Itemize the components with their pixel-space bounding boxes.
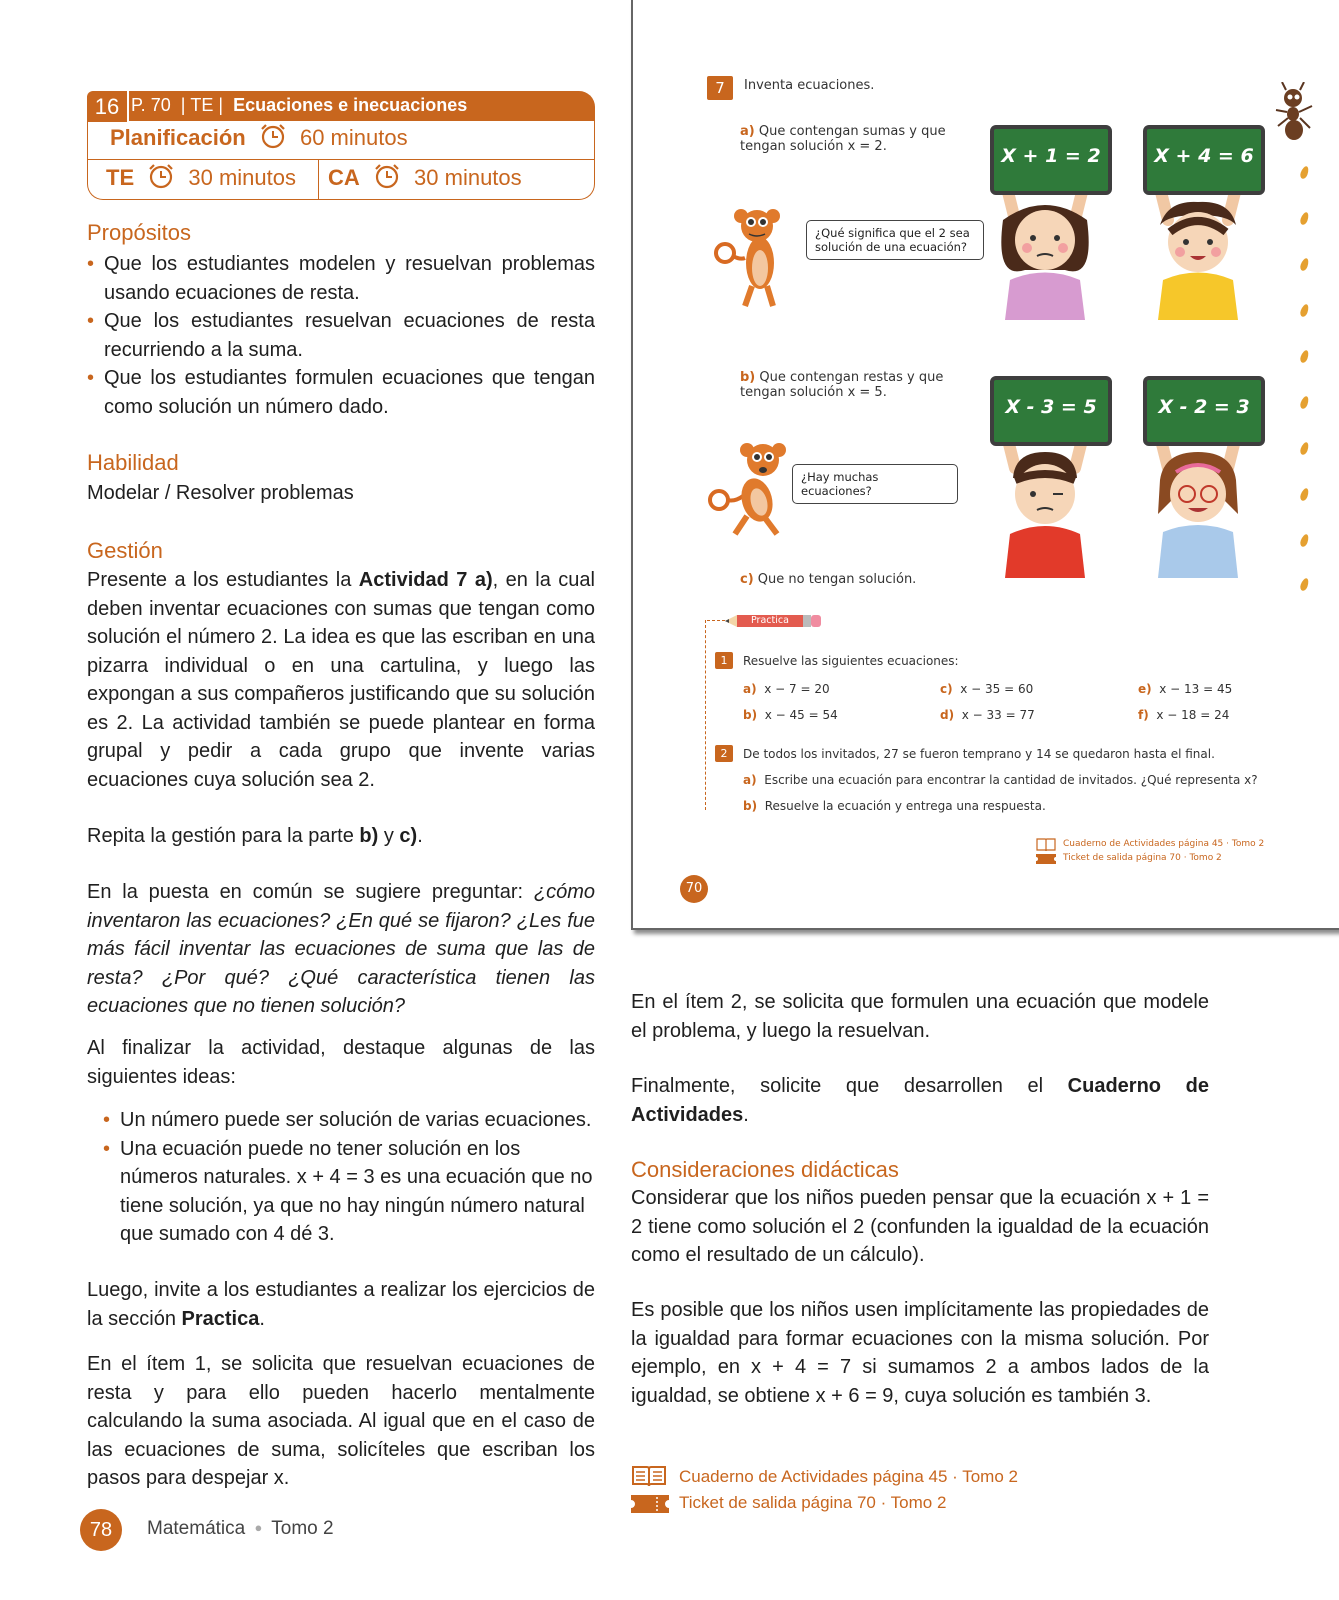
bold-text: c) — [399, 825, 418, 847]
list-item: • Que los estudiantes formulen ecuaciones que tengan como solución un número dado. — [87, 364, 595, 421]
equation-item — [1138, 682, 1232, 696]
ref-cuaderno: Cuaderno de Actividades página 45 · Tomo 2 — [1063, 839, 1265, 849]
planning-label: Planificación — [110, 125, 246, 150]
text: Luego, invite a los estudiantes a realizar los ejercicios de la sección — [87, 1279, 595, 1330]
header-text: P. 70 | TE | Ecuaciones e inecuaciones — [131, 95, 468, 115]
leaf-decoration — [1299, 487, 1310, 502]
ref-cuaderno: Cuaderno de Actividades página 45 · Tomo 2 — [679, 1467, 1018, 1486]
text: Presente a los estudiantes la — [87, 569, 359, 591]
equation-item — [940, 682, 1033, 696]
planning-row — [110, 123, 408, 151]
text: . — [417, 825, 423, 847]
gestion-paragraph-6: En el ítem 1, se solicita que resuelvan ecuaciones de resta y para ello pueden hacerlo mentalmente calculando la suma asociada. Al igual que en el caso de las ecuaciones de suma, solicíteles que escriban los pasos para despejar x. — [87, 1353, 595, 1489]
leaf-decoration — [1299, 577, 1310, 592]
leaf-decoration — [1299, 441, 1310, 456]
gestion-paragraph-3 — [87, 878, 595, 1021]
te-ref: TE — [190, 95, 214, 115]
part-text: Que contengan sumas y que tengan solución x = 2. — [740, 124, 946, 154]
book-icon — [1036, 838, 1056, 852]
text: . — [259, 1307, 265, 1330]
leaf-decoration — [1299, 257, 1310, 272]
ca-time: 30 minutos — [414, 165, 522, 190]
equation: x − 33 = 77 — [961, 708, 1035, 722]
te-label: TE — [106, 165, 135, 190]
page-number: 78 — [80, 1509, 122, 1551]
question-number: 2 — [715, 745, 733, 762]
monkey-illustration — [705, 430, 805, 545]
leaf-decoration — [1299, 395, 1310, 410]
sub-question-text: Escribe una ecuación para encontrar la cantidad de invitados. ¿Qué representa x? — [764, 773, 1258, 787]
text: Repita la gestión para la parte — [87, 825, 360, 847]
gestion-paragraph-1 — [87, 566, 595, 794]
consideraciones-title: Consideraciones didácticas — [631, 1157, 899, 1182]
text: y — [378, 825, 400, 847]
text: , en la cual deben inventar ecuaciones con sumas que tengan como solución el número 2. La idea es que las escriban en una pizarra individual o en una cartulina, y luego las expongan a sus compañeros justificando que su solución es 2. La actividad también se puede plantear en forma grupal y pedir a cada grupo que invente varias ecuaciones cuya solución sea 2. — [87, 569, 595, 791]
bold-text: Practica — [181, 1307, 260, 1330]
part-text: Que contengan restas y que tengan solución x = 5. — [740, 370, 944, 400]
planning-time: 60 minutos — [299, 125, 408, 150]
page-ref: P. 70 — [131, 95, 171, 115]
leaf-decoration — [1299, 349, 1310, 364]
chalkboard: X - 2 = 3 — [1143, 376, 1265, 446]
divider — [318, 159, 319, 199]
gestion-title: Gestión — [87, 538, 163, 563]
question-text: Resuelve las siguientes ecuaciones: — [743, 654, 959, 668]
ref-ticket: Ticket de salida página 70 · Tomo 2 — [679, 1493, 947, 1512]
item-label: f) — [1138, 708, 1149, 722]
text: . — [743, 1103, 749, 1126]
volume: Tomo 2 — [271, 1518, 334, 1539]
part-text: Que no tengan solución. — [757, 572, 917, 587]
text: En la puesta en común se sugiere preguntar: — [87, 881, 534, 903]
practica-label: Practica — [751, 615, 789, 626]
page-number: 70 — [680, 875, 708, 903]
text: Finalmente, solicite que desarrollen el — [631, 1075, 1068, 1097]
student-page-image — [631, 0, 1339, 930]
part-label: c) — [740, 572, 754, 587]
equation-item — [743, 682, 830, 696]
alarm-clock-icon — [258, 123, 288, 149]
chalkboard: X + 4 = 6 — [1143, 125, 1265, 195]
alarm-clock-icon — [146, 163, 176, 189]
sub-question — [743, 773, 1258, 787]
propositos-title: Propósitos — [87, 220, 191, 245]
equation: x − 35 = 60 — [960, 682, 1034, 696]
equation: x − 13 = 45 — [1159, 682, 1233, 696]
list-item: • Que los estudiantes modelen y resuelvan problemas usando ecuaciones de resta. — [87, 250, 595, 307]
practica-guide-line — [705, 620, 706, 810]
question-text: De todos los invitados, 27 se fueron temprano y 14 se quedaron hasta el final. — [743, 747, 1215, 761]
item-label: e) — [1138, 682, 1152, 696]
footer-text — [147, 1518, 334, 1540]
ref-ticket: Ticket de salida página 70 · Tomo 2 — [1063, 853, 1222, 863]
alarm-clock-icon — [372, 163, 402, 189]
consideraciones-paragraph-2: Es posible que los niños usen implícitamente las propiedades de la igualdad para formar ecuaciones con la misma solución. Por ejemplo, en x + 4 = 7 si sumamos 2 a ambos lados de la igualdad, se obtiene x + 6 = 9, cuya solución es también 3. — [631, 1299, 1209, 1407]
list-item: • Una ecuación puede no tener solución en los números naturales. x + 4 = 3 es una ecuación que no tiene solución, ya que no hay ningún número natural que sumado con 4 dé 3. — [103, 1135, 595, 1249]
item-label: b) — [743, 799, 758, 813]
equation: x − 7 = 20 — [764, 682, 830, 696]
gestion-paragraph-4: Al finalizar la actividad, destaque algunas de las siguientes ideas: — [87, 1037, 595, 1088]
part-a — [740, 124, 982, 154]
ca-label: CA — [328, 165, 360, 190]
ticket-icon — [1036, 854, 1056, 864]
te-time: 30 minutos — [188, 165, 296, 190]
divider — [88, 159, 594, 160]
leaf-decoration — [1299, 533, 1310, 548]
leaf-decoration — [1299, 211, 1310, 226]
habilidad-text: Modelar / Resolver problemas — [87, 482, 354, 504]
propositos-list — [87, 250, 595, 421]
italic-questions: ¿cómo inventaron las ecuaciones? ¿En qué se fijaron? ¿Les fue más fácil inventar las ecuaciones de suma que las de resta? ¿Por qué? ¿Qué característica tienen las ecuaciones que no tienen solución? — [87, 881, 595, 1017]
item-label: a) — [743, 682, 757, 696]
part-b — [740, 370, 982, 400]
equation-item — [1138, 708, 1229, 722]
question-number: 1 — [715, 652, 733, 669]
right-paragraph-2 — [631, 1072, 1209, 1129]
te-row — [106, 163, 296, 191]
consideraciones-paragraph-1: Considerar que los niños pueden pensar que la ecuación x + 1 = 2 tiene como solución el 2 (confunden la igualdad de la ecuación como el resultado de un cálculo). — [631, 1187, 1209, 1266]
ideas-list — [103, 1106, 595, 1249]
lesson-number: 16 — [87, 91, 129, 122]
exercise-number: 7 — [707, 76, 733, 100]
book-icon — [631, 1464, 667, 1493]
ca-row — [328, 163, 522, 191]
equation: x − 45 = 54 — [764, 708, 838, 722]
sub-question — [743, 799, 1046, 813]
separator-dot: ● — [254, 1520, 263, 1535]
speech-bubble: ¿Hay muchas ecuaciones? — [792, 464, 958, 504]
leaf-decoration — [1299, 165, 1310, 180]
subject: Matemática — [147, 1518, 246, 1539]
habilidad-title: Habilidad — [87, 450, 179, 475]
bold-text: Actividad 7 a) — [358, 569, 493, 591]
list-item: • Un número puede ser solución de varias ecuaciones. — [103, 1106, 595, 1135]
monkey-illustration — [705, 198, 800, 313]
exercise-title: Inventa ecuaciones. — [744, 78, 875, 93]
ticket-icon — [631, 1495, 669, 1518]
chalkboard: X + 1 = 2 — [990, 125, 1112, 195]
lesson-topic: Ecuaciones e inecuaciones — [233, 95, 468, 115]
gestion-paragraph-2 — [87, 822, 595, 851]
lesson-header — [87, 91, 595, 201]
part-c — [740, 572, 916, 587]
right-paragraph-1: En el ítem 2, se solicita que formulen una ecuación que modele el problema, y luego la resuelvan. — [631, 991, 1209, 1042]
divider — [707, 620, 725, 621]
item-label: b) — [743, 708, 758, 722]
bold-text: Cuaderno de Actividades — [631, 1075, 1209, 1126]
equation: x − 18 = 24 — [1156, 708, 1230, 722]
part-label: a) — [740, 124, 755, 139]
gestion-paragraph-5 — [87, 1276, 595, 1333]
item-label: a) — [743, 773, 757, 787]
sub-question-text: Resuelve la ecuación y entrega una respuesta. — [764, 799, 1046, 813]
bold-text: b) — [359, 825, 379, 847]
list-item: • Que los estudiantes resuelvan ecuaciones de resta recurriendo a la suma. — [87, 307, 595, 364]
chalkboard: X - 3 = 5 — [990, 376, 1112, 446]
leaf-decoration — [1299, 303, 1310, 318]
header-body — [87, 121, 595, 200]
ant-icon — [1270, 82, 1320, 144]
equation-item — [940, 708, 1035, 722]
item-label: d) — [940, 708, 955, 722]
part-label: b) — [740, 370, 756, 385]
equation-item — [743, 708, 838, 722]
item-label: c) — [940, 682, 953, 696]
speech-bubble: ¿Qué significa que el 2 sea solución de una ecuación? — [806, 220, 984, 260]
